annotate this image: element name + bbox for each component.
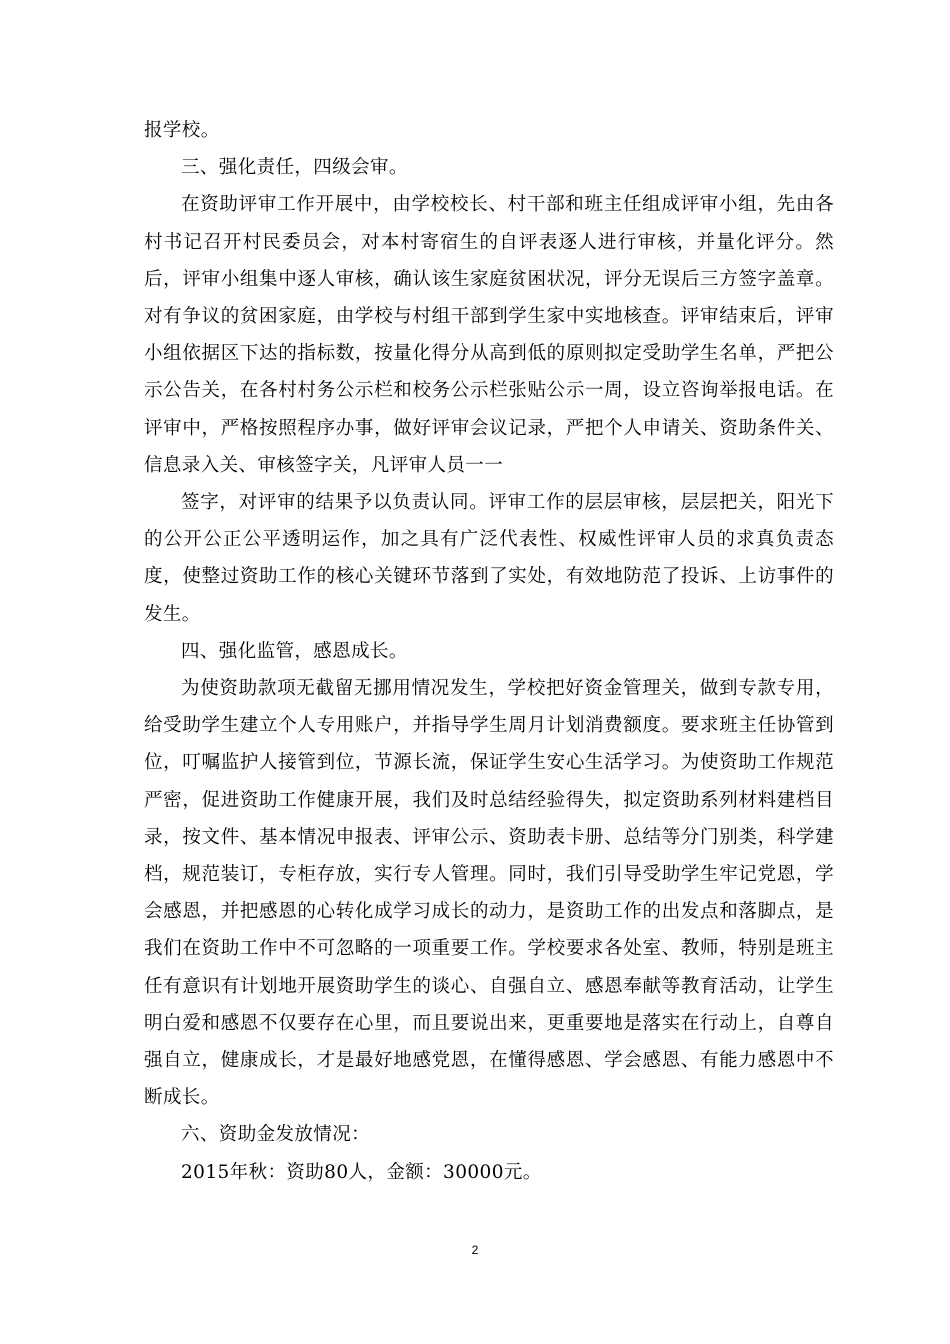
page-number: 2 (471, 1243, 479, 1257)
section-heading-4: 四、强化监管，感恩成长。 (181, 640, 408, 662)
section-heading-3: 三、强化责任，四级会审。 (181, 157, 408, 179)
paragraph-supervision: 为使资助款项无截留无挪用情况发生，学校把好资金管理关，做到专款专用，给受助学生建立个人专用账户，并指导学生周月计划消费额度。要求班主任协管到位，叮嘱监护人接管到位，节源长流，保证学生安心生活学习。为使资助工作规范严密，促进资助工作健康开展，我们及时总结经验得失，拟定资助系列材料建档目录，按文件、基本情况申报表、评审公示、资助表卡册、总结等分门别类，科学建档，规范装订，专柜存放，实行专人管理。同时，我们引导受助学生牢记党恩，学会感恩，并把感恩的心转化成学习成长的动力，是资助工作的出发点和落脚点，是我们在资助工作中不可忽略的一项重要工作。学校要求各处室、教师，特别是班主任有意识有计划地开展资助学生的谈心、自强自立、感恩奉献等教育活动，让学生明白爱和感恩不仅要存在心里，而且要说出来，更重要地是落实在行动上，自尊自强自立，健康成长，才是最好地感党恩，在懂得感恩、学会感恩、有能力感恩中不断成长。 (144, 678, 834, 1109)
paragraph-continuation: 报学校。 (144, 120, 220, 141)
paragraph-review-signature: 签字，对评审的结果予以负责认同。评审工作的层层审核，层层把关，阳光下的公开公正公平透明运作，加之具有广泛代表性、权威性评审人员的求真负责态度，使整过资助工作的核心关键环节落到了实处，有效地防范了投诉、上访事件的发生。 (144, 492, 834, 625)
section-heading-6: 六、资助金发放情况： (181, 1124, 371, 1146)
paragraph-review-process: 在资助评审工作开展中，由学校校长、村干部和班主任组成评审小组，先由各村书记召开村民委员会，对本村寄宿生的自评表逐人进行审核，并量化评分。然后，评审小组集中逐人审核，确认该生家庭贫困状况，评分无误后三方签字盖章。对有争议的贫困家庭，由学校与村组干部到学生家中实地核查。评审结束后，评审小组依据区下达的指标数，按量化得分从高到低的原则拟定受助学生名单，严把公示公告关，在各村村务公示栏和校务公示栏张贴公示一周，设立咨询举报电话。在评审中，严格按照程序办事，做好评审会议记录，严把个人申请关、资助条件关、信息录入关、审核签字关，凡评审人员一一 (144, 194, 834, 476)
paragraph-funding-2015: 2015年秋：资助80人，金额：30000元。 (181, 1161, 542, 1183)
document-body (144, 112, 834, 1191)
